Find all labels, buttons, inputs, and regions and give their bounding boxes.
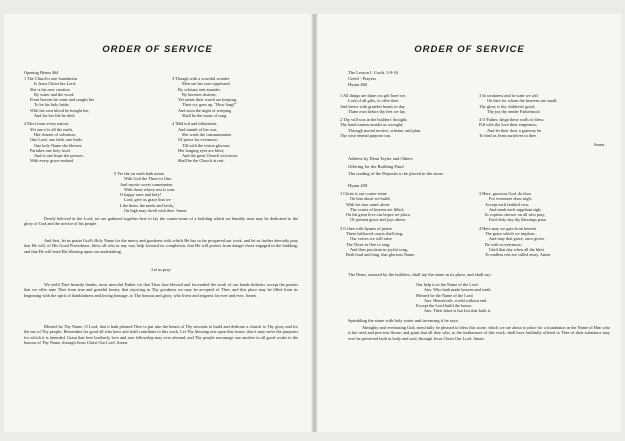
verse-line: Thy hand unseen amidst us wrought;: [340, 122, 404, 128]
opening-hymn-number: Opening Hymn 464: [24, 70, 59, 75]
dedication-prayer: Blessed be Thy Name, O Lord, that it hath pleased Thee to put into the hearts of Thy servants to build and dedicate a church to Thy glory and for the use of Thy people. Remember for good all who have and shall contribute to this work. Let Thy blessing rest upon this house, that it may serve the purposes for which it is intended. Grant that here brotherly love and true fellowship may ever abound; and Thy people encourage one another in all good works to the honour of Thy Name, through Jesus Christ Our Lord. Amen.: [24, 324, 298, 345]
verse-line: Until that day when all the blest: [489, 246, 544, 252]
center-fold: [312, 14, 317, 432]
verse-line: Both loud and long, that glorious Name.: [346, 252, 416, 258]
verse-line: On high may dwell with thee. Amen.: [124, 208, 188, 214]
verse-line: These hallowed courts shall ring;: [346, 231, 404, 237]
verse-line: On thee for whom the heavens are small;: [487, 98, 558, 104]
offering-line: Offering for the Building Fund: [348, 164, 404, 169]
verse-line: 5 Yet she on earth hath union: [114, 171, 165, 176]
opening-exhortation: And first, let us praise God's Holy Name for the mercy and goodness with which He has so far prospered our work, and let us further devoutly pray that He will, of His Good Providence, bless all who in any way help forward its completion, that He will protect from danger those engaged in the building; and that He will send His blessing upon our undertaking.: [24, 238, 298, 254]
verse-line: Lord, give us grace that we: [124, 197, 171, 203]
verse-line: And tumult of her war,: [178, 126, 218, 132]
verse-line: On his great love our hopes we place,: [346, 212, 411, 218]
verse-line: Except the Lord build the house,: [416, 303, 473, 309]
verse-line: Their cry goes up, "How long?": [182, 102, 237, 108]
verse-line: 3 Though with a scornful wonder: [172, 76, 230, 81]
verse-line: For evermore draw nigh;: [489, 196, 532, 202]
hymn-460-column-1: [340, 93, 476, 138]
verse-line: Be with us evermore;: [485, 241, 522, 247]
verse-line: The courts of heaven are filled;: [350, 206, 404, 212]
verse-line: The Three in One to sing;: [346, 241, 391, 247]
left-page-heading: ORDER OF SERVICE: [102, 44, 213, 55]
verse-line: 4 O Father, deign these walls to bless;: [479, 117, 545, 123]
verse-line: 1 All things are thine; no gift have we,: [340, 93, 406, 98]
verse-line: O happy ones and holy!: [120, 192, 162, 198]
verse-line: Shall be the Church at rest.: [178, 158, 225, 164]
verse-line: She waits the consummation: [182, 131, 232, 137]
let-us-pray: Let us pray: [151, 267, 171, 272]
verse-line: And hence with grateful hearts to-day: [340, 103, 406, 109]
verse-line: Accept each faithful vow,: [485, 201, 530, 207]
verse-line: 2 Thy will was in the builders' thought;: [340, 117, 408, 123]
lesson-reading: The Lesson I. Corth. 3:9-16: [348, 70, 398, 75]
verse-line: Ans: Henceforth, world without end.: [424, 297, 488, 303]
verse-line: 2 Elect from every nation,: [24, 121, 69, 127]
hymn-460-number: Hymn 460: [348, 82, 368, 87]
verse-line: Yet one o'er all the earth,: [30, 126, 73, 132]
verse-line: Ans: Their labor is but lost that built it.: [424, 308, 492, 314]
verse-line: And mark each suppliant sigh;: [489, 206, 542, 212]
verse-line: One holy Name she blesses,: [34, 142, 83, 148]
verse-line: And the great Church victorious: [182, 153, 238, 159]
verse-line: And to one hope she presses,: [34, 153, 84, 159]
hymn-460-column-2: [479, 93, 615, 138]
thanksgiving-prayer: We yield Thee heartily thanks, most merciful Father for that Thou hast blessed and forwarded the work of our hands hitherto; accept the praises that we offer unto Thee from true and grateful hearts, that rejoicing in Thy goodness we may be accepted of Thee, and this place may be filled from its beginning with the spirit of thankfulness and loving homage, to Thy honour and glory, who livest and reignest for ever and ever. Amen.: [24, 282, 298, 298]
creed-prayers: Creed - Prayers: [348, 76, 376, 81]
verse-line: Thy wise eternal purpose ran.: [340, 133, 391, 139]
verse-line: And for her life he died.: [34, 113, 76, 119]
verse-line: To endless rest are called away. Amen: [485, 252, 551, 258]
verse-line: 1 Christ is our corner-stone: [340, 191, 387, 196]
verse-line: Thy glory is thy children's good,: [479, 103, 535, 109]
verse-line: In copious shower on all who pray,: [485, 212, 546, 218]
hymn-464-column-1: [24, 76, 156, 164]
verse-line: 4 'Mid toil and tribulation,: [172, 121, 218, 127]
hymn-458-column-2: [479, 191, 615, 258]
verse-line: Like them, the meek and lowly,: [120, 202, 175, 208]
verse-line: With those whose rest is won.: [124, 186, 176, 192]
verse-line: By water and the word:: [34, 91, 75, 97]
right-page: [318, 14, 621, 432]
dean-rubric: The Dean, assisted by the builders, shall lay the stone in its place, and shall say:: [348, 272, 492, 277]
verse-line: The grace which we implore;: [485, 231, 536, 237]
verse-line: And may that grace, once given,: [489, 236, 545, 242]
verse-line: Her charter of salvation,: [34, 131, 76, 137]
verse-line: To be his holy bride;: [34, 102, 70, 108]
verse-line: Our help is in the Name of the Lord.: [416, 282, 479, 287]
verse-line: With his own blood he bought her,: [30, 107, 90, 113]
verse-line: Is Jesus Christ her Lord;: [34, 81, 77, 87]
verse-line: Thine own before thy feet we lay.: [348, 108, 406, 114]
verse-line: Thy joy thy tender Fatherhood.: [487, 108, 541, 114]
verse-line: Our voices we will raise: [350, 236, 392, 242]
verse-line: With every grace endued.: [30, 158, 74, 164]
verse-line: Of present grace and joys above.: [350, 217, 407, 223]
hymn-458-column-1: [340, 191, 476, 258]
verse-line: Till with the vision glorious: [182, 142, 230, 148]
verse-line: Shall be the morn of song.: [182, 113, 228, 119]
verse-line: And soon the night of weeping: [178, 107, 232, 113]
opening-address: Dearly beloved in the Lord, we are gathered together here to lay the corner-stone of a building which we humbly trust may be dedicated to the glory of God and the service of his people.: [24, 216, 298, 227]
verse-line: By schisms rent asunder,: [178, 86, 221, 92]
verse-line: She is his new creation: [30, 86, 70, 92]
verse-line: Men see her sore oppressed,: [182, 81, 231, 87]
verse-line: Of peace for evermore;: [178, 137, 218, 143]
closing-prayer: Almighty and everlasting God, mercifully be pleased to bless this stone, which we are about to place for a foundation in the Name of Him who is the tried and precious Stone; and grant that all they who, to the furtherance of this work, shall have faithfully offered to Thee of their substance may ever be preserved both in body and soul; through Jesus Christ Our Lord. Amen.: [348, 325, 610, 341]
verse-line: To lead us from ourselves to thee.: [479, 133, 538, 139]
verse-line: Fill with thy love their emptiness;: [479, 122, 538, 128]
left-page: [4, 14, 311, 432]
verse-line: 1 The Church's one foundation: [24, 76, 77, 81]
versicles-and-responses: [416, 282, 606, 314]
verse-line: And let their door a gateway be: [487, 127, 542, 133]
verse-line: And mystic sweet communion: [120, 181, 173, 187]
verse-line: Yet saints their watch are keeping,: [178, 97, 237, 103]
address-line: Address by Dean Taylor and Others.: [348, 156, 414, 161]
verse-line: With his true saints alone: [346, 201, 390, 207]
verse-line: Each holy day thy blessings pour.: [489, 217, 547, 223]
verse-line: Through mortal motive, scheme, and plan,: [348, 127, 422, 133]
verse-line: Partakes one holy food,: [30, 147, 71, 153]
sprinkling-rubric: Sprinkling the stone with holy water and incensing it he says:: [348, 318, 459, 323]
verse-line: 3 Here, gracious God, do thou: [479, 191, 531, 196]
hymn-458-number: Hymn 458: [348, 183, 368, 188]
verse-line: 3 In weakness and in want we call: [479, 93, 538, 98]
verse-line: And thus proclaim in joyful song,: [350, 246, 409, 252]
verse-line: 2 O then with hymns of praise: [340, 225, 393, 231]
right-page-heading: ORDER OF SERVICE: [414, 44, 525, 55]
hymn-464-verse-5: [114, 171, 264, 213]
verse-line: With God the Three in One,: [124, 176, 172, 182]
verse-line: Her longing eyes are blest;: [178, 147, 225, 153]
verse-line: 4 Here may we gain from heaven: [479, 225, 537, 231]
hymn-464-column-2: [172, 76, 304, 164]
verse-line: From heaven he came and sought her: [30, 97, 95, 103]
verse-line: One Lord, one faith, one birth;: [30, 137, 83, 143]
verse-line: Ans: Who hath made heaven and earth.: [424, 287, 492, 293]
hymn-460-amen: Amen.: [593, 142, 605, 147]
verse-line: On him alone we build;: [350, 196, 391, 202]
deposits-line: The reading of the Deposits to be placed in the stone.: [348, 171, 444, 176]
verse-line: Blessed be the Name of the Lord.: [416, 292, 474, 298]
verse-line: Lord of all gifts, to offer thee:: [348, 98, 400, 104]
verse-line: By heresies distrest;: [182, 91, 217, 97]
